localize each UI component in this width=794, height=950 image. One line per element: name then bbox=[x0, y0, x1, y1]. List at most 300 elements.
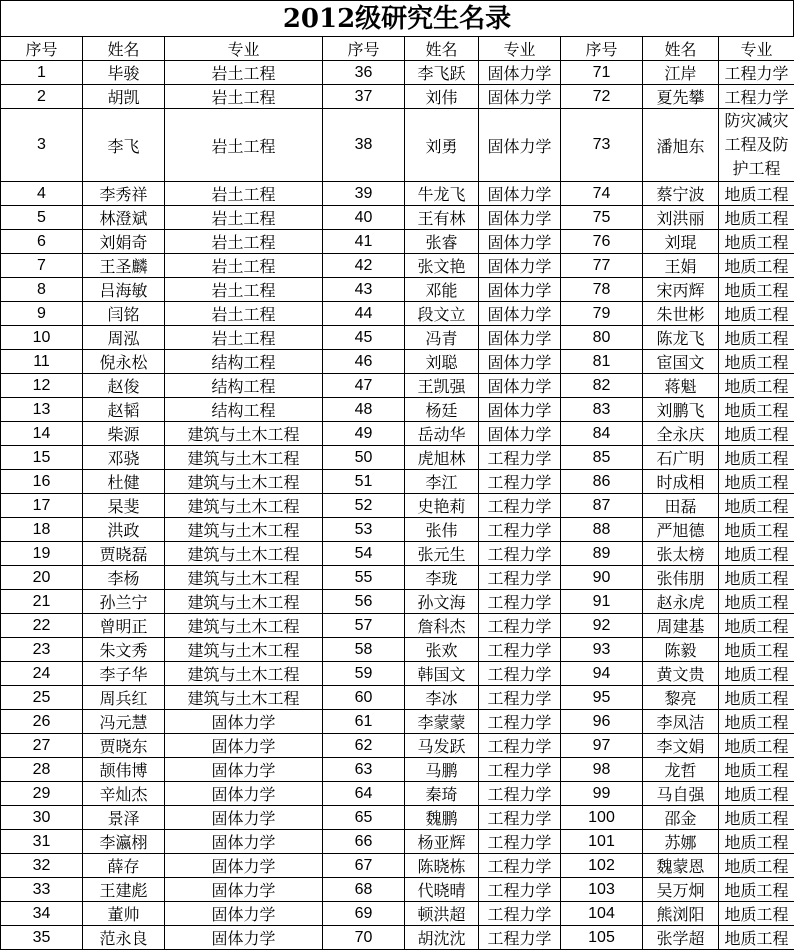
name-cell: 龙哲 bbox=[643, 758, 719, 782]
name-cell: 石广明 bbox=[643, 446, 719, 470]
name-cell: 虎旭林 bbox=[405, 446, 479, 470]
name-cell: 贾晓东 bbox=[83, 734, 165, 758]
table-row bbox=[1, 470, 794, 494]
name-cell: 严旭德 bbox=[643, 518, 719, 542]
seq-cell: 71 bbox=[561, 61, 643, 85]
major-cell: 固体力学 bbox=[479, 61, 561, 85]
name-cell: 江岸 bbox=[643, 61, 719, 85]
major-cell: 地质工程 bbox=[719, 350, 794, 374]
name-cell: 林澄斌 bbox=[83, 206, 165, 230]
seq-cell: 22 bbox=[1, 614, 83, 638]
name-cell: 黄文贵 bbox=[643, 662, 719, 686]
seq-cell: 8 bbox=[1, 278, 83, 302]
table-row bbox=[1, 230, 794, 254]
major-cell: 固体力学 bbox=[479, 302, 561, 326]
name-cell: 刘洪丽 bbox=[643, 206, 719, 230]
name-cell: 李飞 bbox=[83, 109, 165, 182]
major-cell: 工程力学 bbox=[479, 662, 561, 686]
name-cell: 范永良 bbox=[83, 926, 165, 950]
header-major-2: 专业 bbox=[479, 37, 561, 61]
major-cell: 地质工程 bbox=[719, 398, 794, 422]
seq-cell: 95 bbox=[561, 686, 643, 710]
major-cell: 地质工程 bbox=[719, 806, 794, 830]
name-cell: 杨亚辉 bbox=[405, 830, 479, 854]
name-cell: 张太榜 bbox=[643, 542, 719, 566]
major-cell: 建筑与土木工程 bbox=[165, 446, 323, 470]
major-cell: 工程力学 bbox=[479, 734, 561, 758]
name-cell: 蔡宁波 bbox=[643, 182, 719, 206]
table-row bbox=[1, 422, 794, 446]
name-cell: 陈龙飞 bbox=[643, 326, 719, 350]
seq-cell: 42 bbox=[323, 254, 405, 278]
seq-cell: 83 bbox=[561, 398, 643, 422]
major-cell: 工程力学 bbox=[479, 902, 561, 926]
seq-cell: 27 bbox=[1, 734, 83, 758]
name-cell: 陈毅 bbox=[643, 638, 719, 662]
name-cell: 潘旭东 bbox=[643, 109, 719, 182]
seq-cell: 85 bbox=[561, 446, 643, 470]
major-cell: 建筑与土木工程 bbox=[165, 686, 323, 710]
major-cell: 建筑与土木工程 bbox=[165, 542, 323, 566]
major-cell: 地质工程 bbox=[719, 590, 794, 614]
major-cell: 固体力学 bbox=[165, 758, 323, 782]
major-cell: 固体力学 bbox=[165, 854, 323, 878]
seq-cell: 31 bbox=[1, 830, 83, 854]
major-cell: 地质工程 bbox=[719, 734, 794, 758]
name-cell: 李子华 bbox=[83, 662, 165, 686]
major-cell: 结构工程 bbox=[165, 350, 323, 374]
name-cell: 刘伟 bbox=[405, 85, 479, 109]
name-cell: 刘娟奇 bbox=[83, 230, 165, 254]
seq-cell: 52 bbox=[323, 494, 405, 518]
seq-cell: 37 bbox=[323, 85, 405, 109]
major-cell: 固体力学 bbox=[479, 230, 561, 254]
seq-cell: 63 bbox=[323, 758, 405, 782]
name-cell: 吕海敏 bbox=[83, 278, 165, 302]
seq-cell: 66 bbox=[323, 830, 405, 854]
seq-cell: 101 bbox=[561, 830, 643, 854]
name-cell: 周泓 bbox=[83, 326, 165, 350]
name-cell: 田磊 bbox=[643, 494, 719, 518]
name-cell: 张睿 bbox=[405, 230, 479, 254]
seq-cell: 2 bbox=[1, 85, 83, 109]
seq-cell: 6 bbox=[1, 230, 83, 254]
major-cell: 地质工程 bbox=[719, 302, 794, 326]
seq-cell: 97 bbox=[561, 734, 643, 758]
table-row bbox=[1, 254, 794, 278]
major-cell: 岩土工程 bbox=[165, 326, 323, 350]
name-cell: 杲斐 bbox=[83, 494, 165, 518]
student-roster-table bbox=[0, 36, 794, 950]
name-cell: 顿洪超 bbox=[405, 902, 479, 926]
table-row bbox=[1, 61, 794, 85]
major-cell: 固体力学 bbox=[479, 206, 561, 230]
name-cell: 邵金 bbox=[643, 806, 719, 830]
seq-cell: 54 bbox=[323, 542, 405, 566]
major-cell: 岩土工程 bbox=[165, 278, 323, 302]
major-cell: 地质工程 bbox=[719, 494, 794, 518]
name-cell: 邓骁 bbox=[83, 446, 165, 470]
seq-cell: 62 bbox=[323, 734, 405, 758]
seq-cell: 75 bbox=[561, 206, 643, 230]
major-cell: 固体力学 bbox=[165, 830, 323, 854]
table-row bbox=[1, 398, 794, 422]
major-cell: 岩土工程 bbox=[165, 254, 323, 278]
header-seq-3: 序号 bbox=[561, 37, 643, 61]
major-cell: 地质工程 bbox=[719, 446, 794, 470]
seq-cell: 45 bbox=[323, 326, 405, 350]
seq-cell: 59 bbox=[323, 662, 405, 686]
major-cell: 工程力学 bbox=[479, 782, 561, 806]
table-row bbox=[1, 182, 794, 206]
name-cell: 张欢 bbox=[405, 638, 479, 662]
table-row bbox=[1, 566, 794, 590]
seq-cell: 24 bbox=[1, 662, 83, 686]
table-row bbox=[1, 686, 794, 710]
seq-cell: 105 bbox=[561, 926, 643, 950]
name-cell: 杜健 bbox=[83, 470, 165, 494]
name-cell: 邓能 bbox=[405, 278, 479, 302]
table-row bbox=[1, 278, 794, 302]
seq-cell: 23 bbox=[1, 638, 83, 662]
table-row bbox=[1, 614, 794, 638]
seq-cell: 80 bbox=[561, 326, 643, 350]
seq-cell: 19 bbox=[1, 542, 83, 566]
name-cell: 王娟 bbox=[643, 254, 719, 278]
major-cell: 建筑与土木工程 bbox=[165, 422, 323, 446]
seq-cell: 4 bbox=[1, 182, 83, 206]
name-cell: 马发跃 bbox=[405, 734, 479, 758]
name-cell: 胡沈沈 bbox=[405, 926, 479, 950]
major-cell: 地质工程 bbox=[719, 206, 794, 230]
major-cell: 结构工程 bbox=[165, 398, 323, 422]
seq-cell: 41 bbox=[323, 230, 405, 254]
major-cell: 地质工程 bbox=[719, 878, 794, 902]
major-cell: 固体力学 bbox=[165, 878, 323, 902]
major-cell: 固体力学 bbox=[479, 398, 561, 422]
major-cell: 工程力学 bbox=[479, 758, 561, 782]
name-cell: 赵俊 bbox=[83, 374, 165, 398]
seq-cell: 57 bbox=[323, 614, 405, 638]
name-cell: 牛龙飞 bbox=[405, 182, 479, 206]
seq-cell: 61 bbox=[323, 710, 405, 734]
major-cell: 建筑与土木工程 bbox=[165, 590, 323, 614]
seq-cell: 10 bbox=[1, 326, 83, 350]
name-cell: 倪永松 bbox=[83, 350, 165, 374]
major-cell: 地质工程 bbox=[719, 374, 794, 398]
seq-cell: 51 bbox=[323, 470, 405, 494]
seq-cell: 82 bbox=[561, 374, 643, 398]
major-cell: 岩土工程 bbox=[165, 109, 323, 182]
name-cell: 李冰 bbox=[405, 686, 479, 710]
name-cell: 杨廷 bbox=[405, 398, 479, 422]
table-row bbox=[1, 109, 794, 182]
major-cell: 固体力学 bbox=[165, 710, 323, 734]
major-cell: 地质工程 bbox=[719, 422, 794, 446]
major-cell: 工程力学 bbox=[479, 830, 561, 854]
name-cell: 时成相 bbox=[643, 470, 719, 494]
major-cell: 建筑与土木工程 bbox=[165, 638, 323, 662]
seq-cell: 17 bbox=[1, 494, 83, 518]
name-cell: 刘鹏飞 bbox=[643, 398, 719, 422]
major-cell: 工程力学 bbox=[479, 686, 561, 710]
name-cell: 张伟朋 bbox=[643, 566, 719, 590]
seq-cell: 39 bbox=[323, 182, 405, 206]
name-cell: 李秀祥 bbox=[83, 182, 165, 206]
table-row bbox=[1, 590, 794, 614]
table-row bbox=[1, 302, 794, 326]
name-cell: 刘聪 bbox=[405, 350, 479, 374]
table-row bbox=[1, 638, 794, 662]
name-cell: 詹科杰 bbox=[405, 614, 479, 638]
table-row bbox=[1, 782, 794, 806]
name-cell: 秦琦 bbox=[405, 782, 479, 806]
name-cell: 洪政 bbox=[83, 518, 165, 542]
major-cell: 固体力学 bbox=[479, 422, 561, 446]
seq-cell: 60 bbox=[323, 686, 405, 710]
seq-cell: 33 bbox=[1, 878, 83, 902]
seq-cell: 43 bbox=[323, 278, 405, 302]
seq-cell: 53 bbox=[323, 518, 405, 542]
major-cell: 地质工程 bbox=[719, 254, 794, 278]
seq-cell: 9 bbox=[1, 302, 83, 326]
table-row bbox=[1, 878, 794, 902]
table-row bbox=[1, 806, 794, 830]
table-row bbox=[1, 85, 794, 109]
name-cell: 柴源 bbox=[83, 422, 165, 446]
roster-body bbox=[1, 61, 794, 950]
name-cell: 陈晓栋 bbox=[405, 854, 479, 878]
page-title: 2012级研究生名录 bbox=[0, 0, 794, 36]
table-row bbox=[1, 830, 794, 854]
seq-cell: 36 bbox=[323, 61, 405, 85]
table-row bbox=[1, 374, 794, 398]
seq-cell: 70 bbox=[323, 926, 405, 950]
major-cell: 岩土工程 bbox=[165, 85, 323, 109]
major-cell: 建筑与土木工程 bbox=[165, 470, 323, 494]
name-cell: 宋丙辉 bbox=[643, 278, 719, 302]
major-cell: 地质工程 bbox=[719, 686, 794, 710]
name-cell: 王建彪 bbox=[83, 878, 165, 902]
major-cell: 岩土工程 bbox=[165, 230, 323, 254]
name-cell: 刘琨 bbox=[643, 230, 719, 254]
major-cell: 固体力学 bbox=[479, 326, 561, 350]
name-cell: 张学超 bbox=[643, 926, 719, 950]
name-cell: 魏蒙恩 bbox=[643, 854, 719, 878]
seq-cell: 46 bbox=[323, 350, 405, 374]
major-cell: 地质工程 bbox=[719, 470, 794, 494]
name-cell: 韩国文 bbox=[405, 662, 479, 686]
header-name-2: 姓名 bbox=[405, 37, 479, 61]
major-cell: 建筑与土木工程 bbox=[165, 518, 323, 542]
major-cell: 建筑与土木工程 bbox=[165, 566, 323, 590]
name-cell: 李珑 bbox=[405, 566, 479, 590]
seq-cell: 11 bbox=[1, 350, 83, 374]
table-row bbox=[1, 734, 794, 758]
table-row bbox=[1, 662, 794, 686]
seq-cell: 103 bbox=[561, 878, 643, 902]
major-cell: 固体力学 bbox=[479, 254, 561, 278]
major-cell: 工程力学 bbox=[479, 494, 561, 518]
major-cell: 固体力学 bbox=[479, 85, 561, 109]
seq-cell: 44 bbox=[323, 302, 405, 326]
seq-cell: 18 bbox=[1, 518, 83, 542]
major-cell: 固体力学 bbox=[479, 109, 561, 182]
name-cell: 辛灿杰 bbox=[83, 782, 165, 806]
seq-cell: 14 bbox=[1, 422, 83, 446]
seq-cell: 49 bbox=[323, 422, 405, 446]
major-cell: 固体力学 bbox=[479, 350, 561, 374]
major-cell: 固体力学 bbox=[165, 926, 323, 950]
name-cell: 李文娟 bbox=[643, 734, 719, 758]
name-cell: 朱文秀 bbox=[83, 638, 165, 662]
major-cell: 地质工程 bbox=[719, 926, 794, 950]
name-cell: 胡凯 bbox=[83, 85, 165, 109]
seq-cell: 79 bbox=[561, 302, 643, 326]
major-cell: 工程力学 bbox=[719, 61, 794, 85]
major-cell: 地质工程 bbox=[719, 614, 794, 638]
seq-cell: 55 bbox=[323, 566, 405, 590]
major-cell: 工程力学 bbox=[479, 470, 561, 494]
header-major-3: 专业 bbox=[719, 37, 794, 61]
seq-cell: 47 bbox=[323, 374, 405, 398]
table-row bbox=[1, 542, 794, 566]
table-row bbox=[1, 350, 794, 374]
header-name-3: 姓名 bbox=[643, 37, 719, 61]
name-cell: 刘勇 bbox=[405, 109, 479, 182]
major-cell: 地质工程 bbox=[719, 182, 794, 206]
major-cell: 工程力学 bbox=[479, 854, 561, 878]
name-cell: 苏娜 bbox=[643, 830, 719, 854]
name-cell: 李凤洁 bbox=[643, 710, 719, 734]
major-cell: 地质工程 bbox=[719, 758, 794, 782]
seq-cell: 3 bbox=[1, 109, 83, 182]
name-cell: 王圣麟 bbox=[83, 254, 165, 278]
seq-cell: 92 bbox=[561, 614, 643, 638]
name-cell: 赵永虎 bbox=[643, 590, 719, 614]
seq-cell: 50 bbox=[323, 446, 405, 470]
name-cell: 孙文海 bbox=[405, 590, 479, 614]
major-cell: 固体力学 bbox=[479, 374, 561, 398]
major-cell: 工程力学 bbox=[719, 85, 794, 109]
table-row bbox=[1, 518, 794, 542]
name-cell: 张文艳 bbox=[405, 254, 479, 278]
table-row bbox=[1, 902, 794, 926]
seq-cell: 87 bbox=[561, 494, 643, 518]
major-cell: 地质工程 bbox=[719, 662, 794, 686]
major-cell: 地质工程 bbox=[719, 782, 794, 806]
seq-cell: 15 bbox=[1, 446, 83, 470]
major-cell: 工程力学 bbox=[479, 806, 561, 830]
name-cell: 段文立 bbox=[405, 302, 479, 326]
seq-cell: 90 bbox=[561, 566, 643, 590]
major-cell: 岩土工程 bbox=[165, 302, 323, 326]
seq-cell: 89 bbox=[561, 542, 643, 566]
major-cell: 工程力学 bbox=[479, 878, 561, 902]
major-cell: 工程力学 bbox=[479, 638, 561, 662]
seq-cell: 69 bbox=[323, 902, 405, 926]
name-cell: 李瀛栩 bbox=[83, 830, 165, 854]
seq-cell: 91 bbox=[561, 590, 643, 614]
seq-cell: 16 bbox=[1, 470, 83, 494]
major-cell: 固体力学 bbox=[479, 278, 561, 302]
table-row bbox=[1, 758, 794, 782]
name-cell: 贾晓磊 bbox=[83, 542, 165, 566]
table-row bbox=[1, 446, 794, 470]
header-name-1: 姓名 bbox=[83, 37, 165, 61]
major-cell: 地质工程 bbox=[719, 902, 794, 926]
seq-cell: 65 bbox=[323, 806, 405, 830]
major-cell: 工程力学 bbox=[479, 590, 561, 614]
major-cell: 地质工程 bbox=[719, 638, 794, 662]
name-cell: 李飞跃 bbox=[405, 61, 479, 85]
major-cell: 结构工程 bbox=[165, 374, 323, 398]
seq-cell: 28 bbox=[1, 758, 83, 782]
header-seq-2: 序号 bbox=[323, 37, 405, 61]
name-cell: 赵韬 bbox=[83, 398, 165, 422]
name-cell: 周建基 bbox=[643, 614, 719, 638]
major-cell: 工程力学 bbox=[479, 710, 561, 734]
seq-cell: 86 bbox=[561, 470, 643, 494]
seq-cell: 40 bbox=[323, 206, 405, 230]
seq-cell: 99 bbox=[561, 782, 643, 806]
seq-cell: 34 bbox=[1, 902, 83, 926]
major-cell: 岩土工程 bbox=[165, 182, 323, 206]
major-cell: 地质工程 bbox=[719, 830, 794, 854]
seq-cell: 102 bbox=[561, 854, 643, 878]
name-cell: 孙兰宁 bbox=[83, 590, 165, 614]
major-cell: 工程力学 bbox=[479, 926, 561, 950]
name-cell: 颉伟博 bbox=[83, 758, 165, 782]
name-cell: 熊浏阳 bbox=[643, 902, 719, 926]
seq-cell: 38 bbox=[323, 109, 405, 182]
major-cell: 地质工程 bbox=[719, 710, 794, 734]
major-cell: 岩土工程 bbox=[165, 206, 323, 230]
major-cell: 建筑与土木工程 bbox=[165, 494, 323, 518]
seq-cell: 26 bbox=[1, 710, 83, 734]
name-cell: 史艳莉 bbox=[405, 494, 479, 518]
name-cell: 李江 bbox=[405, 470, 479, 494]
name-cell: 冯元慧 bbox=[83, 710, 165, 734]
name-cell: 王凯强 bbox=[405, 374, 479, 398]
name-cell: 周兵红 bbox=[83, 686, 165, 710]
seq-cell: 1 bbox=[1, 61, 83, 85]
major-cell: 地质工程 bbox=[719, 326, 794, 350]
major-cell: 地质工程 bbox=[719, 566, 794, 590]
seq-cell: 68 bbox=[323, 878, 405, 902]
seq-cell: 78 bbox=[561, 278, 643, 302]
name-cell: 景泽 bbox=[83, 806, 165, 830]
name-cell: 夏先攀 bbox=[643, 85, 719, 109]
seq-cell: 12 bbox=[1, 374, 83, 398]
header-seq-1: 序号 bbox=[1, 37, 83, 61]
name-cell: 马鹏 bbox=[405, 758, 479, 782]
seq-cell: 98 bbox=[561, 758, 643, 782]
seq-cell: 93 bbox=[561, 638, 643, 662]
name-cell: 曾明正 bbox=[83, 614, 165, 638]
seq-cell: 96 bbox=[561, 710, 643, 734]
major-cell: 地质工程 bbox=[719, 542, 794, 566]
seq-cell: 104 bbox=[561, 902, 643, 926]
major-cell: 地质工程 bbox=[719, 278, 794, 302]
name-cell: 张伟 bbox=[405, 518, 479, 542]
name-cell: 吴万炯 bbox=[643, 878, 719, 902]
header-major-1: 专业 bbox=[165, 37, 323, 61]
seq-cell: 94 bbox=[561, 662, 643, 686]
name-cell: 代晓晴 bbox=[405, 878, 479, 902]
seq-cell: 48 bbox=[323, 398, 405, 422]
major-cell: 固体力学 bbox=[165, 806, 323, 830]
